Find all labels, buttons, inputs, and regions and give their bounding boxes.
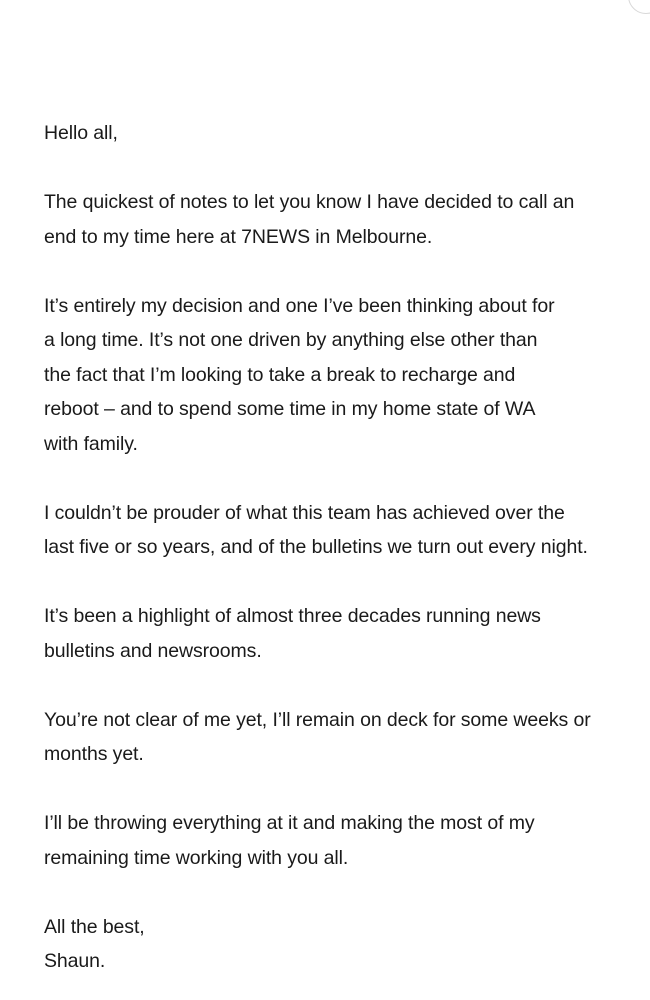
paragraph-line: I couldn’t be prouder of what this team has achieved over the: [44, 501, 565, 524]
email-body: [44, 116, 650, 979]
paragraph-line: bulletins and newsrooms.: [44, 639, 262, 662]
paragraph-line: reboot – and to spend some time in my home state of WA: [44, 398, 536, 420]
paragraph-line: last five or so years, and of the bulletins we turn out every night.: [44, 536, 588, 558]
paragraph-line: It’s been a highlight of almost three decades running news: [44, 605, 541, 627]
paragraph-decision: [44, 185, 650, 254]
greeting: Hello all,: [44, 122, 118, 144]
paragraph-team: [44, 496, 650, 565]
paragraph-line: with family.: [44, 432, 138, 455]
paragraph-line: months yet.: [44, 743, 144, 765]
paragraph-line: The quickest of notes to let you know I have decided to call an: [44, 191, 575, 213]
signoff: All the best,: [44, 915, 145, 938]
paragraph-line: end to my time here at 7NEWS in Melbourne.: [44, 225, 433, 248]
paragraph-line: You’re not clear of me yet, I’ll remain on deck for some weeks or: [44, 708, 591, 731]
paragraph-remaining: [44, 703, 650, 772]
corner-circle: [628, 0, 650, 14]
paragraph-highlight: [44, 599, 650, 668]
paragraph-line: remaining time working with you all.: [44, 846, 349, 869]
closing: [44, 910, 650, 979]
paragraph-line: the fact that I’m looking to take a break to recharge and: [44, 363, 516, 386]
signature: Shaun.: [44, 950, 106, 972]
paragraph-effort: [44, 806, 650, 875]
paragraph-line: It’s entirely my decision and one I’ve been thinking about for: [44, 294, 555, 317]
paragraph-reason: [44, 289, 650, 462]
greeting-paragraph: [44, 116, 650, 151]
paragraph-line: I’ll be throwing everything at it and making the most of my: [44, 812, 535, 834]
paragraph-line: a long time. It’s not one driven by anything else other than: [44, 329, 538, 351]
